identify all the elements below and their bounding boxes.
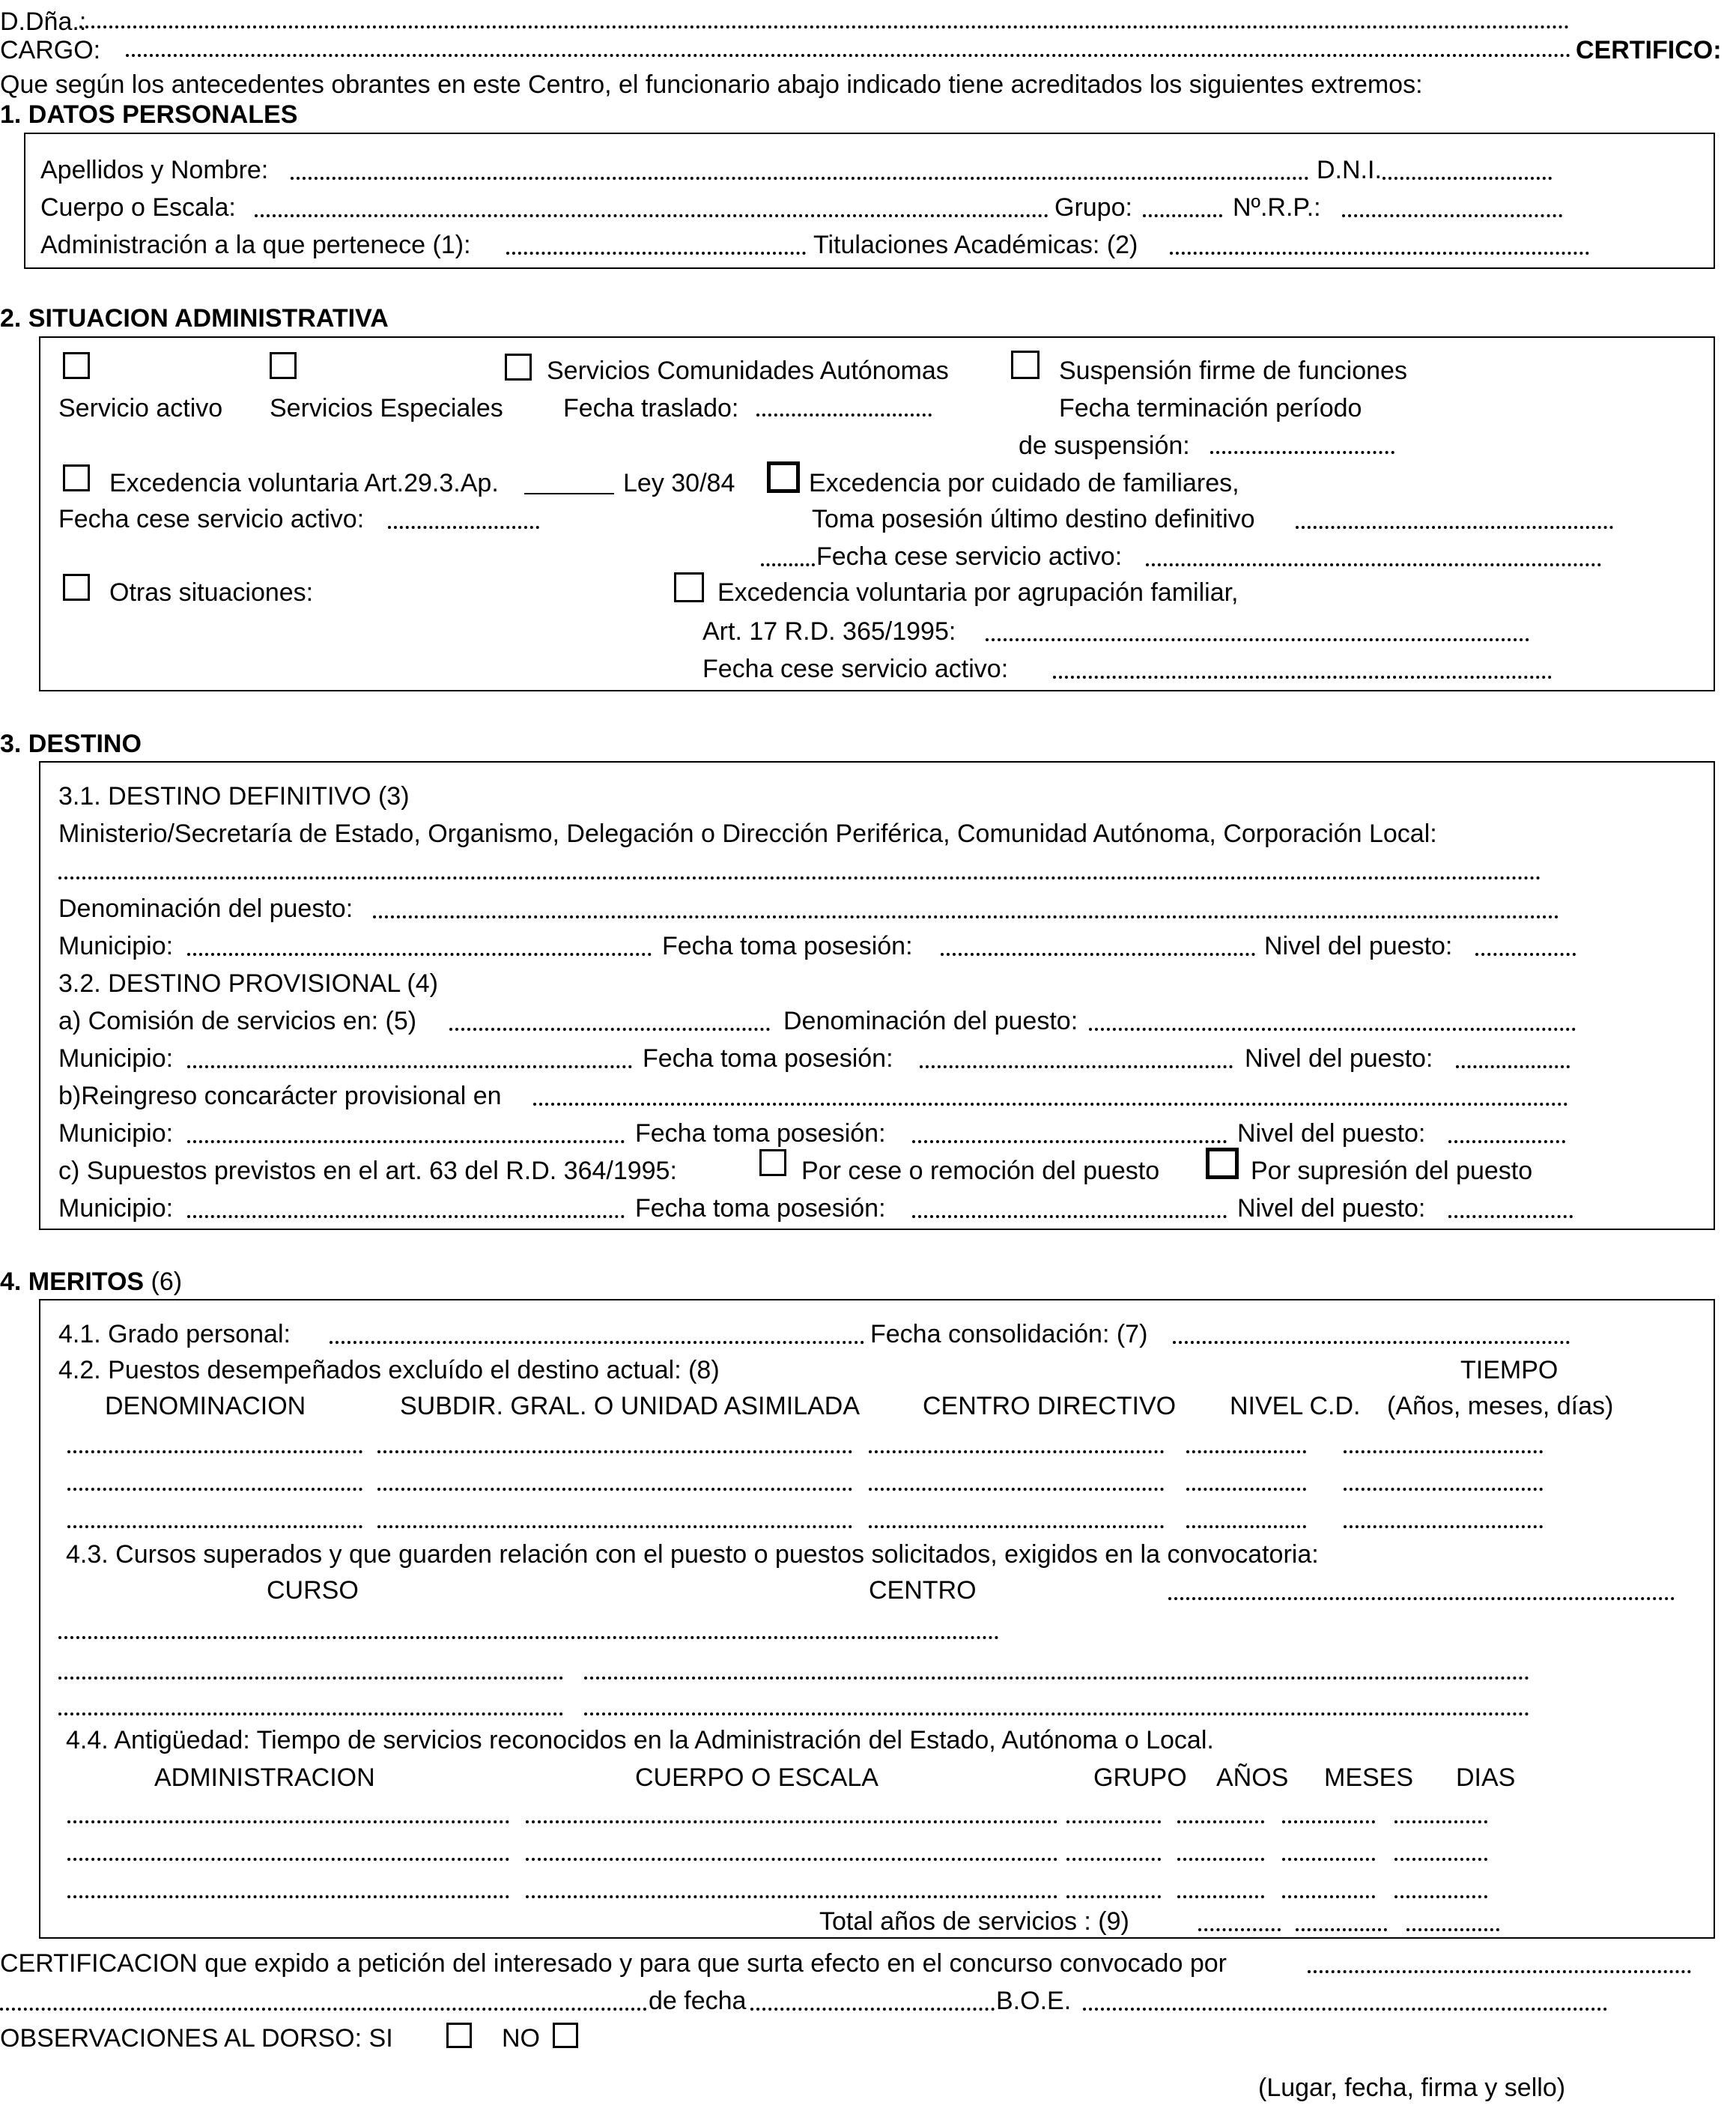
fecha-cese-3-label: Fecha cese servicio activo:: [702, 655, 1009, 683]
col-meses-header: MESES: [1324, 1763, 1414, 1792]
fecha-toma-field-1[interactable]: [941, 953, 1255, 956]
administracion-field[interactable]: [506, 252, 806, 255]
nivel-cell[interactable]: [1186, 1450, 1306, 1453]
cursos-label: 4.3. Cursos superados y que guarden relación con el puesto o puestos solicitados, exigidos en la convocatoria:: [66, 1540, 1319, 1569]
subdir-cell[interactable]: [377, 1488, 852, 1491]
d-dna-field[interactable]: [79, 25, 1570, 28]
observaciones-no-checkbox[interactable]: [553, 2023, 578, 2048]
col-centro2-header: CENTRO: [869, 1576, 977, 1605]
antiguedad-label: 4.4. Antigüedad: Tiempo de servicios reconocidos en la Administración del Estado, Autónoma o Local.: [66, 1726, 1214, 1754]
destino-definitivo-label: 3.1. DESTINO DEFINITIVO (3): [58, 782, 410, 811]
comision-field[interactable]: [449, 1028, 770, 1031]
nivel-label-1: Nivel del puesto:: [1264, 932, 1453, 960]
cuerpo-field[interactable]: [255, 214, 1048, 217]
toma-posesion-ultimo-field[interactable]: [1296, 526, 1613, 529]
excedencia-agrupacion-checkbox[interactable]: [674, 572, 704, 602]
observaciones-no-label: NO: [502, 2024, 540, 2053]
comision-label: a) Comisión de servicios en: (5): [58, 1007, 417, 1035]
admin-cell[interactable]: [67, 1858, 509, 1861]
tiempo-header: TIEMPO: [1460, 1356, 1559, 1384]
servicio-activo-label: Servicio activo: [58, 394, 223, 423]
lugar-fecha-firma-label: (Lugar, fecha, firma y sello): [1258, 2074, 1566, 2102]
nivel-field-1[interactable]: [1475, 953, 1576, 956]
denominacion-label: Denominación del puesto:: [58, 894, 353, 923]
col-nivel-header: NIVEL C.D.: [1230, 1392, 1361, 1420]
section-4-heading: [0, 1269, 182, 1294]
meses-cell[interactable]: [1282, 1820, 1375, 1823]
otras-situaciones-label: Otras situaciones:: [109, 578, 314, 607]
total-dias-field[interactable]: [1406, 1928, 1499, 1931]
de-fecha-label: de fecha: [649, 1987, 747, 2015]
grado-field[interactable]: [330, 1341, 864, 1344]
municipio-field-3[interactable]: [187, 1140, 625, 1143]
col-cuerpo-header: CUERPO O ESCALA: [635, 1763, 878, 1792]
reingreso-field[interactable]: [533, 1103, 1568, 1106]
col-anos-header: AÑOS: [1216, 1763, 1289, 1792]
centro-cell[interactable]: [869, 1450, 1164, 1453]
apartado-field[interactable]: [524, 493, 614, 494]
destino-provisional-label: 3.2. DESTINO PROVISIONAL (4): [58, 969, 438, 998]
observaciones-si-checkbox[interactable]: [446, 2023, 472, 2048]
denominacion-field[interactable]: [373, 915, 1559, 918]
puestos-label: 4.2. Puestos desempeñados excluído el destino actual: (8): [58, 1356, 720, 1384]
grupo-cell[interactable]: [1066, 1820, 1161, 1823]
dni-field[interactable]: [1383, 177, 1552, 180]
nivel-label-4: Nivel del puesto:: [1237, 1194, 1426, 1223]
centro-cell[interactable]: [584, 1712, 1529, 1715]
suspension-label: Suspensión firme de funciones: [1059, 357, 1407, 385]
cuerpo-cell[interactable]: [526, 1895, 1057, 1898]
fecha-toma-field-2[interactable]: [920, 1065, 1233, 1068]
boe-field[interactable]: [1083, 2008, 1607, 2011]
fecha-cese-2-field[interactable]: [1146, 563, 1601, 566]
curso-cell[interactable]: [58, 1712, 563, 1715]
concurso-field[interactable]: [1308, 1970, 1691, 1973]
anos-cell[interactable]: [1177, 1858, 1264, 1861]
tiempo-cell[interactable]: [1344, 1488, 1543, 1491]
cuerpo-cell[interactable]: [526, 1858, 1057, 1861]
section-4-title: 4. MERITOS: [0, 1268, 145, 1296]
servicio-activo-checkbox[interactable]: [63, 352, 90, 379]
total-label: Total años de servicios : (9): [819, 1907, 1129, 1936]
suspension-checkbox[interactable]: [1011, 351, 1040, 379]
curso-cell[interactable]: [58, 1677, 563, 1680]
nivel-label-3: Nivel del puesto:: [1237, 1119, 1426, 1148]
por-supresion-checkbox[interactable]: [1206, 1148, 1239, 1179]
municipio-field-4[interactable]: [187, 1215, 625, 1218]
municipio-label-2: Municipio:: [58, 1044, 174, 1073]
centro-cell[interactable]: [584, 1677, 1529, 1680]
nrp-field[interactable]: [1342, 214, 1562, 217]
total-anos-field[interactable]: [1198, 1928, 1281, 1931]
fecha-consolidacion-label: Fecha consolidación: (7): [870, 1320, 1148, 1348]
grupo-field[interactable]: [1143, 214, 1222, 217]
titulaciones-label: Titulaciones Académicas: (2): [813, 231, 1138, 259]
curso-extra-field[interactable]: [1168, 1597, 1675, 1600]
art17-label: Art. 17 R.D. 365/1995:: [702, 617, 956, 646]
toma-posesion-ultimo-label: Toma posesión último destino definitivo: [812, 505, 1255, 533]
subdir-cell[interactable]: [377, 1450, 852, 1453]
dias-cell[interactable]: [1394, 1895, 1487, 1898]
fecha-cese-2-label: Fecha cese servicio activo:: [816, 542, 1123, 571]
supuestos-label: c) Supuestos previstos en el art. 63 del R.D. 364/1995:: [58, 1157, 677, 1185]
d-dna-label: D.Dña.:: [0, 7, 87, 36]
nivel-field-2[interactable]: [1456, 1065, 1570, 1068]
apellidos-label: Apellidos y Nombre:: [40, 156, 269, 184]
municipio-label-3: Municipio:: [58, 1119, 174, 1148]
grupo-label: Grupo:: [1054, 193, 1132, 222]
fecha-toma-label-1: Fecha toma posesión:: [662, 932, 913, 960]
denominacion-puesto-field[interactable]: [1089, 1028, 1576, 1031]
fecha-cese-1-label: Fecha cese servicio activo:: [58, 505, 365, 533]
admin-cell[interactable]: [67, 1820, 509, 1823]
col-tiempo-header: (Años, meses, días): [1387, 1392, 1614, 1420]
dias-cell[interactable]: [1394, 1820, 1487, 1823]
fecha-terminacion-label: Fecha terminación período: [1059, 394, 1362, 423]
total-meses-field[interactable]: [1296, 1928, 1387, 1931]
col-admin-header: ADMINISTRACION: [154, 1763, 375, 1792]
centro-cell[interactable]: [869, 1525, 1164, 1528]
cargo-field[interactable]: [126, 54, 1571, 57]
fecha-traslado-field[interactable]: [756, 414, 932, 417]
meses-cell[interactable]: [1282, 1858, 1375, 1861]
subdir-cell[interactable]: [377, 1525, 852, 1528]
intro-text: Que según los antecedentes obrantes en este Centro, el funcionario abajo indicado tiene acreditados los siguientes extremos:: [0, 70, 1423, 99]
nivel-label-2: Nivel del puesto:: [1245, 1044, 1433, 1073]
tiempo-cell[interactable]: [1344, 1450, 1543, 1453]
de-fecha-field[interactable]: [750, 2008, 995, 2011]
art17-field[interactable]: [986, 638, 1529, 641]
section-2-title: 2. SITUACION ADMINISTRATIVA: [0, 304, 389, 333]
col-dias-header: DIAS: [1456, 1763, 1516, 1792]
col-centro-header: CENTRO DIRECTIVO: [923, 1392, 1177, 1420]
reingreso-label: b)Reingreso concarácter provisional en: [58, 1082, 502, 1110]
otras-situaciones-checkbox[interactable]: [63, 574, 90, 601]
excedencia-cuidado-checkbox[interactable]: [767, 461, 800, 493]
nivel-cell[interactable]: [1186, 1488, 1306, 1491]
section-1-title: 1. DATOS PERSONALES: [0, 100, 298, 129]
certificacion-text: CERTIFICACION que expido a petición del interesado y para que surta efecto en el concurso convocado por: [0, 1949, 1227, 1978]
observaciones-label: OBSERVACIONES AL DORSO: SI: [0, 2024, 393, 2053]
anos-cell[interactable]: [1177, 1895, 1264, 1898]
nivel-field-3[interactable]: [1448, 1140, 1565, 1143]
ley-label: Ley 30/84: [623, 469, 735, 497]
fecha-toma-field-3[interactable]: [912, 1140, 1227, 1143]
apellidos-field[interactable]: [291, 177, 1309, 180]
nivel-field-4[interactable]: [1448, 1215, 1573, 1218]
certifico-label: CERTIFICO:: [1576, 36, 1722, 64]
fecha-traslado-label: Fecha traslado:: [563, 394, 739, 423]
col-denominacion-header: DENOMINACION: [105, 1392, 306, 1420]
municipio-label-1: Municipio:: [58, 932, 174, 960]
fecha-toma-label-3: Fecha toma posesión:: [635, 1119, 886, 1148]
section-4-note: (6): [151, 1268, 183, 1296]
nrp-label: Nº.R.P.:: [1233, 193, 1321, 222]
admin-cell[interactable]: [67, 1895, 509, 1898]
denominacion-puesto-label: Denominación del puesto:: [783, 1007, 1078, 1035]
boe-label: B.O.E.: [996, 1987, 1072, 2015]
por-cese-label: Por cese o remoción del puesto: [801, 1157, 1160, 1185]
anos-cell[interactable]: [1177, 1820, 1264, 1823]
fecha-consolidacion-field[interactable]: [1173, 1341, 1570, 1344]
cuerpo-label: Cuerpo o Escala:: [40, 193, 236, 222]
excedencia-agrupacion-label: Excedencia voluntaria por agrupación familiar,: [717, 578, 1239, 607]
fecha-toma-field-4[interactable]: [912, 1215, 1227, 1218]
nivel-cell[interactable]: [1186, 1525, 1306, 1528]
fecha-toma-label-4: Fecha toma posesión:: [635, 1194, 886, 1223]
cuerpo-cell[interactable]: [526, 1820, 1057, 1823]
fecha-cese-1-field[interactable]: [388, 526, 539, 529]
tiempo-cell[interactable]: [1344, 1525, 1543, 1528]
de-suspension-label: de suspensión:: [1019, 431, 1190, 460]
curso-cell[interactable]: [58, 1636, 999, 1639]
servicios-ccaa-checkbox[interactable]: [505, 354, 532, 381]
denominacion-cell[interactable]: [67, 1488, 362, 1491]
excedencia-voluntaria-checkbox[interactable]: [63, 464, 90, 491]
grado-label: 4.1. Grado personal:: [58, 1320, 291, 1348]
col-grupo-header: GRUPO: [1093, 1763, 1187, 1792]
dni-label: D.N.I.: [1317, 156, 1382, 184]
denominacion-cell[interactable]: [67, 1450, 362, 1453]
denominacion-cell[interactable]: [67, 1525, 362, 1528]
section-3-title: 3. DESTINO: [0, 730, 142, 758]
de-suspension-field[interactable]: [1210, 451, 1394, 454]
titulaciones-field[interactable]: [1170, 252, 1589, 255]
col-subdir-header: SUBDIR. GRAL. O UNIDAD ASIMILADA: [400, 1392, 861, 1420]
servicios-ccaa-label: Servicios Comunidades Autónomas: [547, 357, 949, 385]
municipio-label-4: Municipio:: [58, 1194, 174, 1223]
municipio-field-2[interactable]: [187, 1065, 632, 1068]
municipio-field-1[interactable]: [187, 953, 652, 956]
grupo-cell[interactable]: [1066, 1895, 1161, 1898]
fecha-cese-3-field[interactable]: [1053, 676, 1552, 679]
fecha-toma-label-2: Fecha toma posesión:: [643, 1044, 893, 1073]
fecha-cese-2-leader: [761, 563, 815, 566]
ministerio-label: Ministerio/Secretaría de Estado, Organismo, Delegación o Dirección Periférica, Comunidad Autónoma, Corporación Local:: [58, 820, 1437, 848]
ministerio-field[interactable]: [58, 876, 1541, 879]
centro-cell[interactable]: [869, 1488, 1164, 1491]
servicios-especiales-checkbox[interactable]: [270, 352, 297, 379]
servicios-especiales-label: Servicios Especiales: [270, 394, 503, 423]
excedencia-cuidado-label: Excedencia por cuidado de familiares,: [809, 469, 1239, 497]
meses-cell[interactable]: [1282, 1895, 1375, 1898]
cargo-label: CARGO:: [0, 36, 101, 64]
dias-cell[interactable]: [1394, 1858, 1487, 1861]
grupo-cell[interactable]: [1066, 1858, 1161, 1861]
excedencia-voluntaria-label: Excedencia voluntaria Art.29.3.Ap.: [109, 469, 499, 497]
convocatoria-field[interactable]: [0, 2008, 647, 2011]
col-curso-header: CURSO: [267, 1576, 359, 1605]
administracion-label: Administración a la que pertenece (1):: [40, 231, 471, 259]
por-cese-checkbox[interactable]: [759, 1149, 786, 1176]
por-supresion-label: Por supresión del puesto: [1251, 1157, 1533, 1185]
